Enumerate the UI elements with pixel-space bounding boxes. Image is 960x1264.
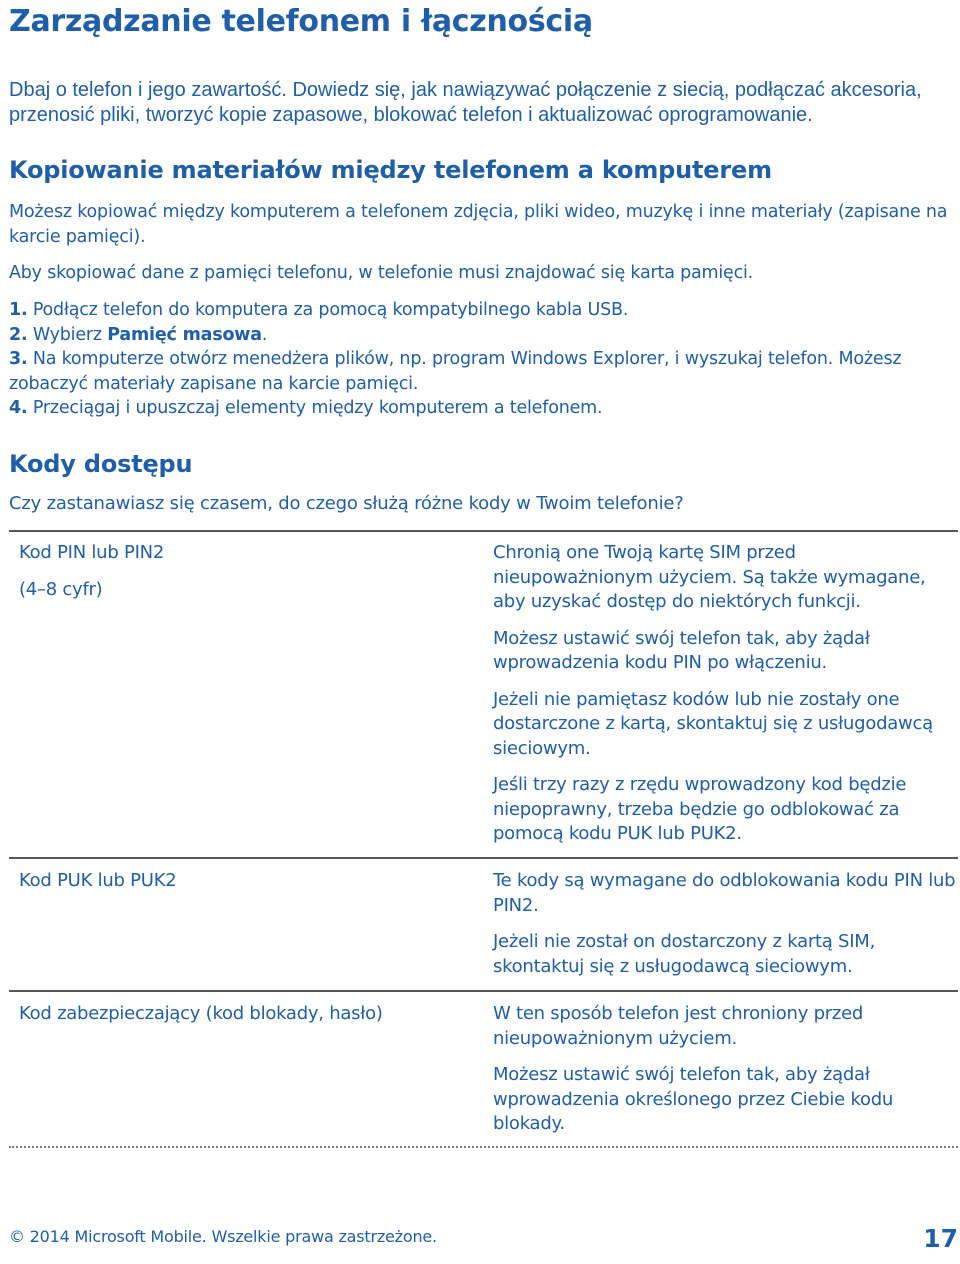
table-row-rule <box>9 857 958 859</box>
step-item <box>9 396 954 421</box>
step-number: 3. <box>9 349 28 369</box>
description-paragraph: Możesz ustawić swój telefon tak, aby żądał wprowadzenia określonego przez Ciebie kodu blokady. <box>493 1064 894 1134</box>
access-codes-table <box>9 530 958 1150</box>
copy-paragraph-2: Aby skopiować dane z pamięci telefonu, w telefonie musi znajdować się karta pamięci. <box>9 263 754 283</box>
table-row-security-label <box>19 1002 459 1039</box>
step-item <box>9 298 954 323</box>
code-name: Kod zabezpieczający (kod blokady, hasło) <box>19 1003 383 1024</box>
mass-storage-option: Pamięć masowa <box>107 324 262 345</box>
table-row-rule <box>9 990 958 992</box>
description-paragraph: Jeżeli nie został on dostarczony z kartą SIM, skontaktuj się z usługodawcą sieciowym. <box>493 931 876 977</box>
step-text: Wybierz <box>32 324 108 345</box>
step-item <box>9 323 954 348</box>
copy-section-heading: Kopiowanie materiałów między telefonem a komputerem <box>9 156 772 184</box>
description-paragraph: Możesz ustawić swój telefon tak, aby żądał wprowadzenia kodu PIN po włączeniu. <box>493 627 870 673</box>
step-text: Przeciągaj i upuszczaj elementy między komputerem a telefonem. <box>32 398 603 418</box>
document-page <box>9 0 958 1264</box>
copy-steps-list <box>9 298 954 421</box>
page-number: 17 <box>923 1224 958 1253</box>
code-length: (4–8 cyfr) <box>19 578 103 600</box>
code-name: Kod PUK lub PUK2 <box>19 870 177 891</box>
description-paragraph: Chronią one Twoją kartę SIM przed nieupoważnionym użyciem. Są także wymagane, aby uzyskać dostęp do niektórych funkcji. <box>493 542 926 612</box>
page-title: Zarządzanie telefonem i łącznością <box>9 4 593 39</box>
table-row-puk-description <box>493 869 958 991</box>
step-text: Podłącz telefon do komputera za pomocą kompatybilnego kabla USB. <box>32 300 629 320</box>
table-row-pin-description <box>493 541 958 859</box>
copy-paragraph-1: Możesz kopiować między komputerem a telefonem zdjęcia, pliki wideo, muzykę i inne materiały (zapisane na karcie pamięci). <box>9 202 948 247</box>
step-text-end: . <box>261 324 268 345</box>
step-number: 4. <box>9 398 28 418</box>
codes-section-heading: Kody dostępu <box>9 450 193 478</box>
step-number: 1. <box>9 300 28 320</box>
copyright-footer: © 2014 Microsoft Mobile. Wszelkie prawa zastrzeżone. <box>9 1227 437 1246</box>
description-paragraph: Jeżeli nie pamiętasz kodów lub nie zostały one dostarczone z kartą, skontaktuj się z usługodawcą sieciowym. <box>493 688 933 759</box>
table-row-pin-label <box>19 541 459 614</box>
step-item <box>9 347 954 396</box>
table-row-puk-label <box>19 869 459 906</box>
table-row-security-description <box>493 1002 958 1149</box>
codes-intro: Czy zastanawiasz się czasem, do czego służą różne kody w Twoim telefonie? <box>9 493 684 514</box>
description-paragraph: W ten sposób telefon jest chroniony przed nieupoważnionym użyciem. <box>493 1003 864 1049</box>
description-paragraph: Te kody są wymagane do odblokowania kodu PIN lub PIN2. <box>493 870 956 916</box>
step-text: Na komputerze otwórz menedżera plików, np. program Windows Explorer, i wyszukaj telefon. Możesz zobaczyć materiały zapisane na karcie pamięci. <box>9 349 902 394</box>
intro-paragraph: Dbaj o telefon i jego zawartość. Dowiedz się, jak nawiązywać połączenie z siecią, podłączać akcesoria, przenosić pliki, tworzyć kopie zapasowe, blokować telefon i aktualizować oprogramowanie. <box>9 79 922 126</box>
table-bottom-rule <box>9 1146 958 1148</box>
description-paragraph: Jeśli trzy razy z rzędu wprowadzony kod będzie niepoprawny, trzeba będzie go odblokować za pomocą kodu PUK lub PUK2. <box>493 774 907 844</box>
table-top-rule <box>9 530 958 532</box>
step-number: 2. <box>9 324 28 345</box>
code-name: Kod PIN lub PIN2 <box>19 542 165 563</box>
